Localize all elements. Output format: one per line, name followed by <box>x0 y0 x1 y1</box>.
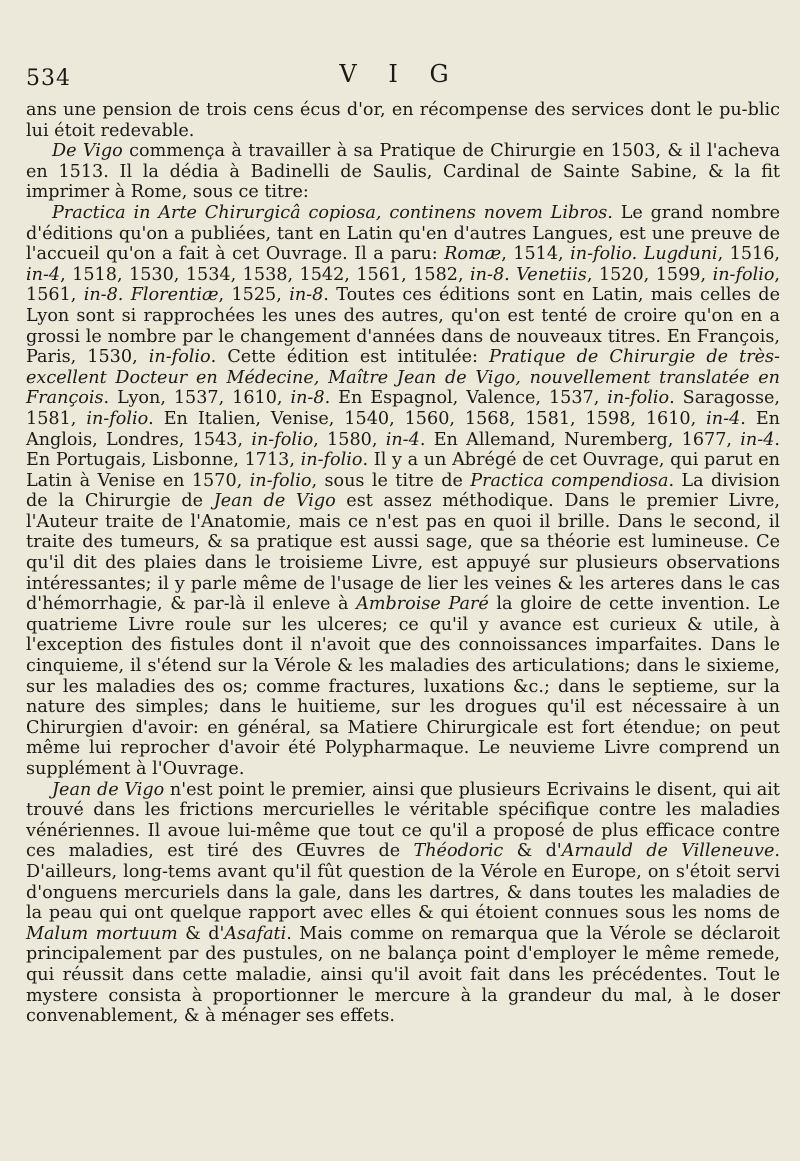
main-text <box>26 100 780 1027</box>
italic-run: Théodoric <box>413 841 504 862</box>
italic-run: in-4 <box>26 264 61 285</box>
italic-run: in-folio <box>148 347 211 368</box>
italic-run: Romæ <box>444 244 502 265</box>
text-run: Le grand nombre d'éditions qu'on a publiées, tant en Latin qu'en d'autres Langues, est une preuve de l'accueil qu'on a fait à cet Ouvrage. Il a paru: <box>26 202 780 265</box>
text-run: , 1514, <box>501 244 571 265</box>
text-run: . Cette édition est intitulée: <box>210 347 490 368</box>
text-run: . En Italien, Venise, 1540, 1560, 1568, 1581, 1598, 1610, <box>148 408 707 429</box>
text-run: , 1580, <box>313 429 386 450</box>
italic-run: Arnauld de Villeneuve <box>561 841 775 862</box>
italic-run: in-8. Florentiæ <box>83 285 219 306</box>
italic-run: in-4 <box>740 429 775 450</box>
italic-run: Malum mortuum <box>26 923 178 944</box>
text-run: . En Allemand, Nuremberg, 1677, <box>419 429 741 450</box>
paragraph-3 <box>26 203 780 780</box>
text-run: . Mais comme on remarqua que la Vérole se déclaroit principalement par des pustules, on ne balança point d'employer le même remede, qui réussit dans cette maladie, ainsi qu'il avoit fait dans les précédentes. Tout le mystere consista à proportionner le mercure à la grandeur du mal, à le doser convenablement, & à ménager ses effets. <box>26 923 781 1027</box>
text-run: , 1525, <box>218 285 290 306</box>
text-run: & d' <box>503 841 562 862</box>
italic-run: in-folio <box>86 408 149 429</box>
italic-run: in-4 <box>706 408 741 429</box>
italic-run: De Vigo <box>52 141 123 162</box>
text-run: la gloire de cette invention. Le quatrieme Livre roule sur les ulceres; ce qu'il y avance est curieux & utile, à l'exception des fistules dont il n'avoit que des connoissances imparfaites. Dans le cinquieme, il s'étend sur la Vérole & les maladies des articulations; dans le sixieme, sur les maladies des os; comme fractures, luxations &c.; dans le septieme, sur la nature des simples; dans le huitieme, sur les drogues qu'il est nécessaire à un Chirurgien d'avoir: en général, sa Matiere Chirurgicale est fort étendue; on peut même lui reprocher d'avoir été Polypharmaque. Le neuvieme Livre comprend un supplément à l'Ouvrage. <box>26 594 780 779</box>
italic-run: in-folio <box>249 470 312 491</box>
italic-run: Ambroise Paré <box>356 594 489 615</box>
text-run: , 1516, <box>717 244 780 265</box>
text-run: & d' <box>177 923 225 944</box>
italic-run: in-folio <box>712 264 775 285</box>
paragraph-2 <box>26 141 780 203</box>
text-run: n'est point le premier, ainsi que plusieurs Ecrivains le disent, qui ait trouvé dans les frictions mercurielles le véritable spécifique contre les maladies vénériennes. Il avoue lui-même que tout ce qu'il a proposé de plus efficace contre ces maladies, est tiré des Œuvres de <box>26 779 780 862</box>
text-run: . En Portugais, Lisbonne, 1713, <box>26 429 780 471</box>
italic-run: Jean de Vigo <box>213 491 336 512</box>
text-run: . D'ailleurs, long-tems avant qu'il fût question de la Vérole en Europe, on s'étoit servi d'onguens mercuriels dans la gale, dans les dartres, & dans toutes les maladies de la peau qui ont quelque rapport avec elles & qui étoient connues sous les noms de <box>26 841 780 924</box>
italic-run: Practica compendiosa <box>470 470 669 491</box>
paragraph-1 <box>26 100 780 141</box>
italic-run: Asafati <box>224 923 287 944</box>
text-run: . Il y a un Abrégé de cet Ouvrage, qui parut en Latin à Venise en 1570, <box>26 450 780 491</box>
text-run: commença à travailler à sa Pratique de Chirurgie en 1503, & il l'acheva en 1513. Il la dédia à Badinelli de Saulis, Cardinal de Sainte Sabine, & la fit imprimer à Rome, sous ce titre: <box>26 141 780 203</box>
text-run: , 1561, <box>26 264 781 306</box>
text-run: , 1518, 1530, 1534, 1538, 1542, 1561, 1582, <box>60 264 471 285</box>
text-run: , 1520, 1599, <box>586 264 713 285</box>
running-head: V I G <box>339 60 461 88</box>
paragraph-4 <box>26 780 780 1027</box>
italic-run: in-8 <box>290 388 325 409</box>
text-run: , sous le titre de <box>311 470 471 491</box>
italic-run: in-8 <box>289 285 324 306</box>
text-run: est assez méthodique. Dans le premier Livre, l'Auteur traite de l'Anatomie, mais ce n'est pas en quoi il brille. Dans le second, il traite des tumeurs, & sa pratique est aussi sage, que sa théorie est lumineuse. Ce qu'il dit des plaies dans le troisieme Livre, est appuyé sur plusieurs observations intéressantes; il y parle même de l'usage de lier les veines & les arteres dans le cas d'hémorrhagie, & par-là il enleve à <box>26 491 780 615</box>
italic-run: in-4 <box>385 429 420 450</box>
italic-run: Pratique de Chirurgie de très-excellent Docteur en Médecine, Maître Jean de Vigo, nouvellement translatée en François <box>26 347 780 409</box>
text-run: . Saragosse, 1581, <box>26 388 780 429</box>
italic-run: in-folio <box>607 388 670 409</box>
text-run: . Toutes ces éditions sont en Latin, mais celles de Lyon sont si rapprochées les unes des autres, qu'on est tenté de croire qu'on en a grossi le nombre par le changement d'années dans de nouveaux titres. En François, Paris, 1530, <box>26 285 780 368</box>
text-run: ans une pension de trois cens écus d'or, en récompense des services dont le pu-blic lui étoit redevable. <box>26 100 780 141</box>
italic-run: in-folio. Lugduni <box>570 244 718 265</box>
italic-run: Practica in Arte Chirurgicâ copiosa, continens novem Libros. <box>52 202 613 223</box>
text-run: . Lyon, 1537, 1610, <box>103 388 291 409</box>
italic-run: Jean de Vigo <box>52 779 165 800</box>
italic-run: in-folio <box>300 450 363 471</box>
text-run: . En Espagnol, Valence, 1537, <box>324 388 608 409</box>
page-number: 534 <box>26 66 71 91</box>
italic-run: in-folio <box>251 429 314 450</box>
text-run: . En Anglois, Londres, 1543, <box>26 408 780 450</box>
italic-run: in-8. Venetiis <box>470 264 587 285</box>
text-run: . La division de la Chirurgie de <box>26 470 781 512</box>
